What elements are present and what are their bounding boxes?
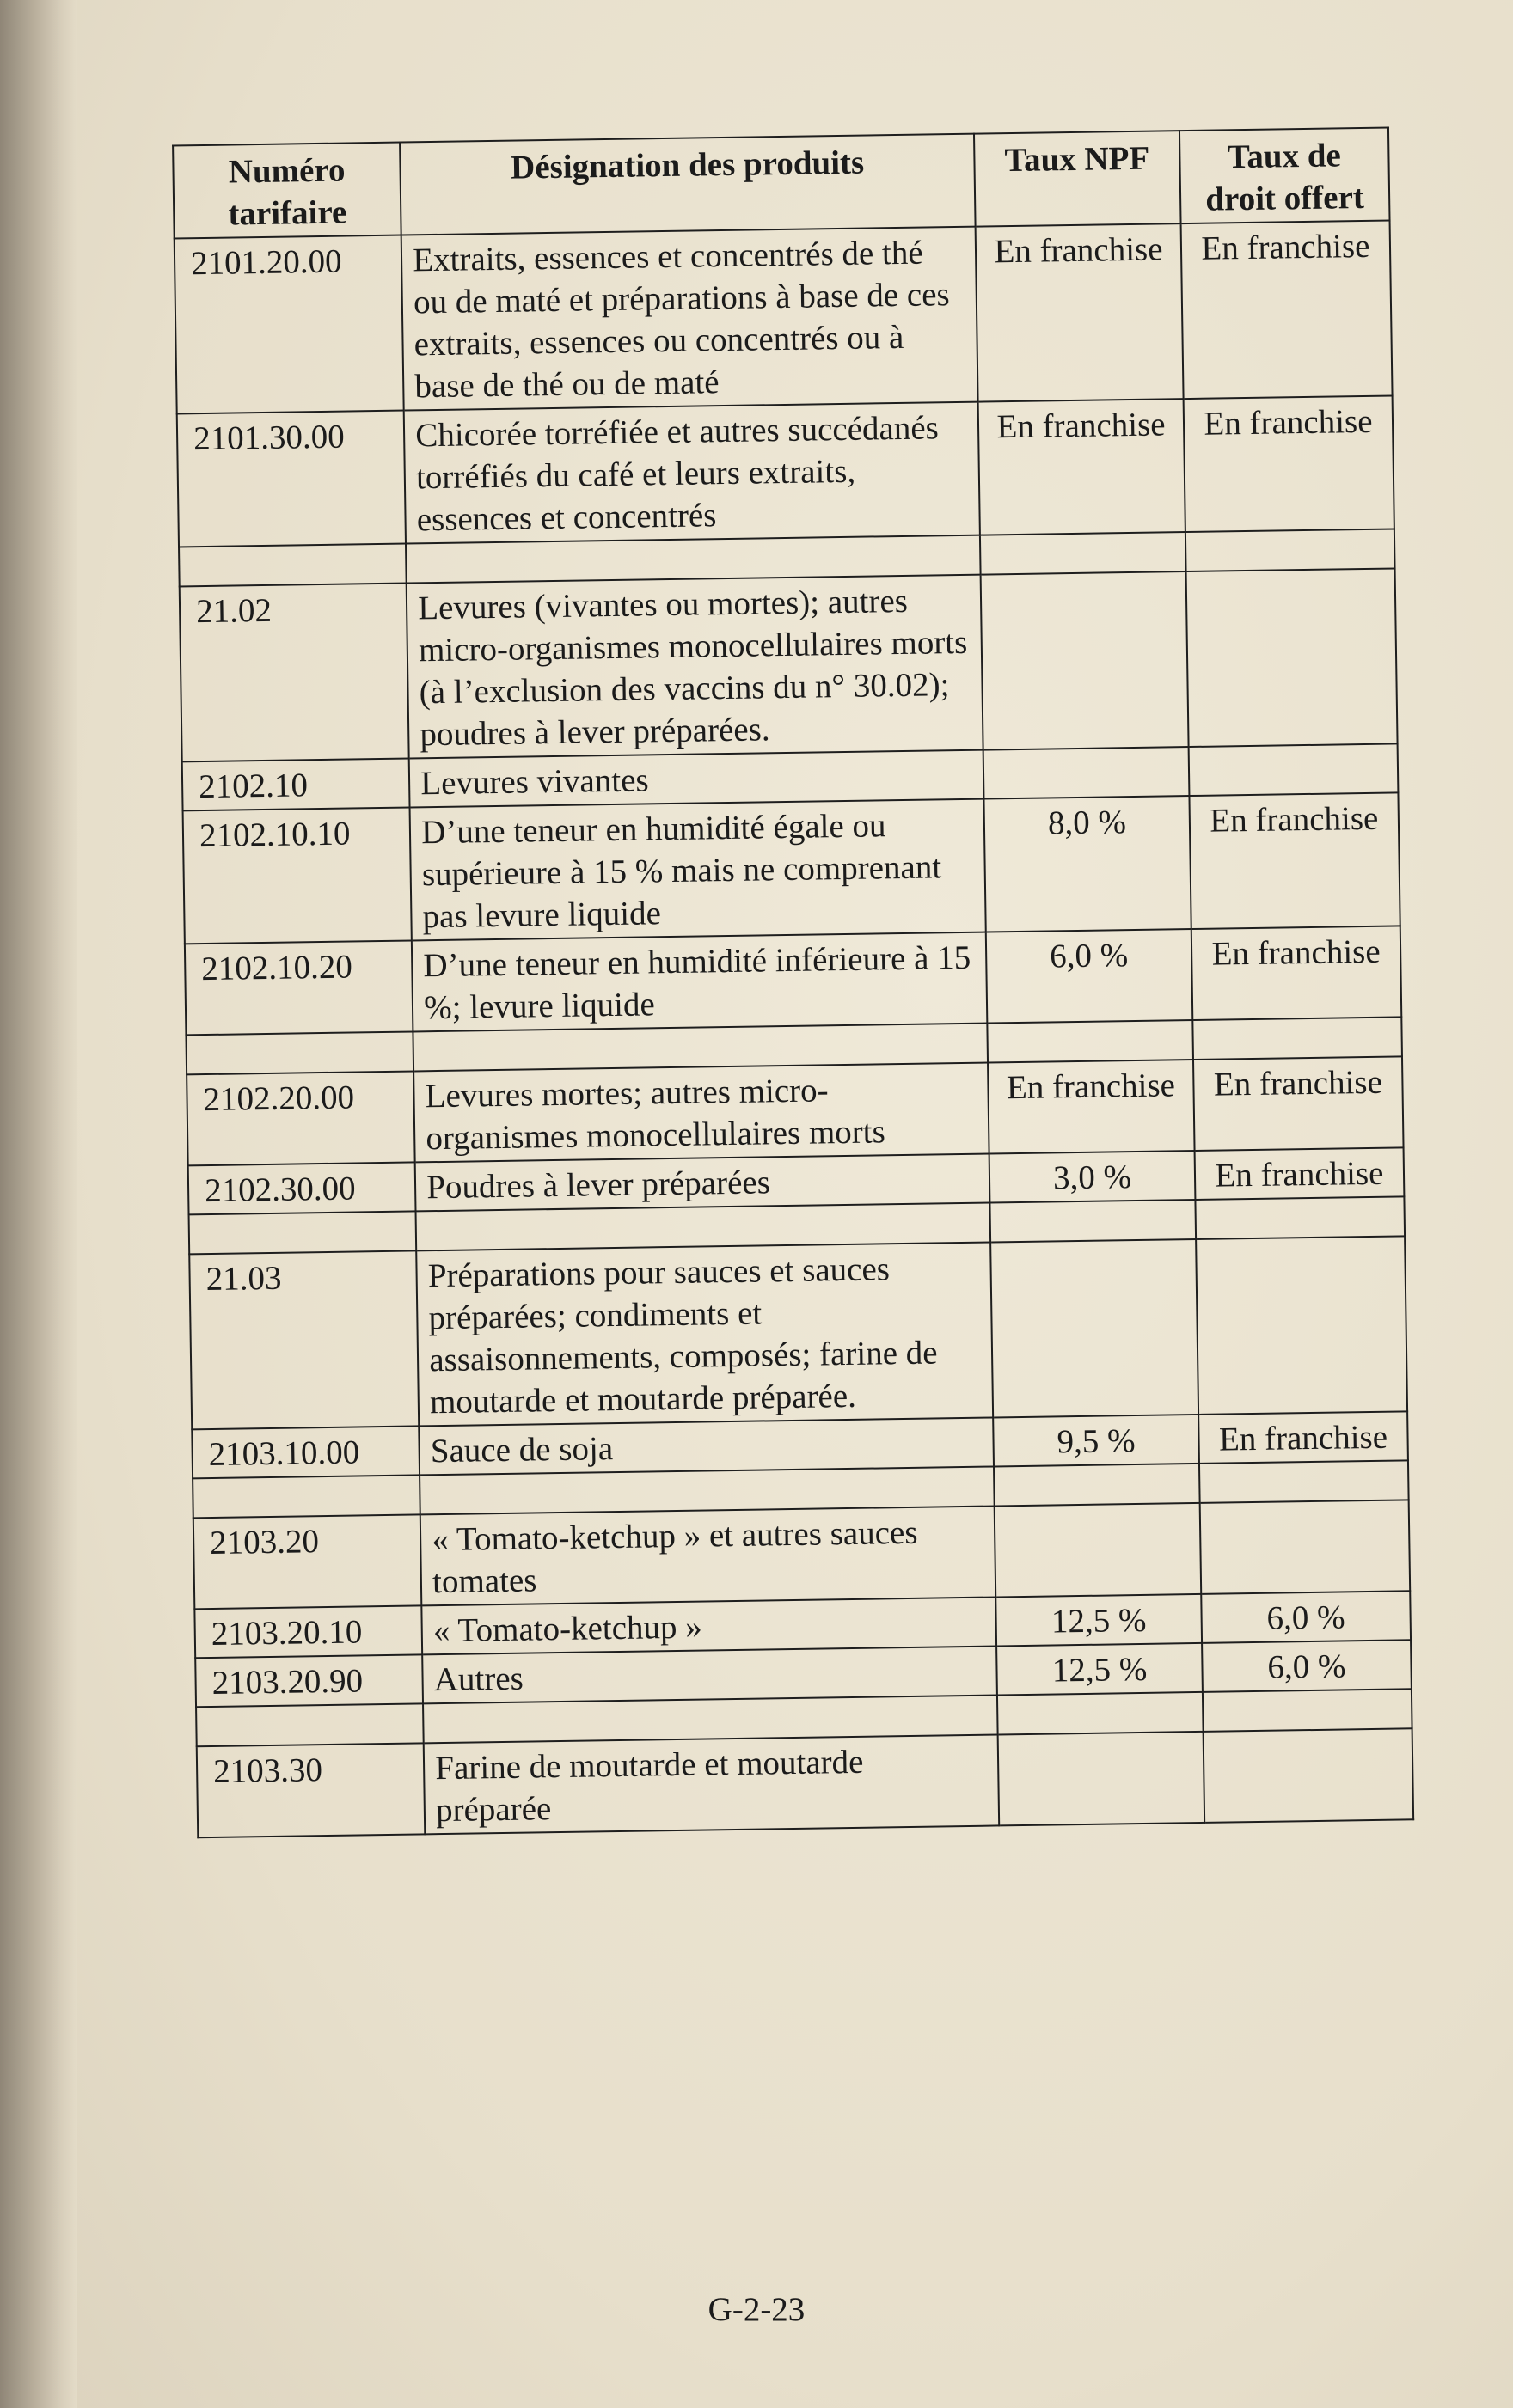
designation-cell: Extraits, essences et concentrés de thé ou de maté et préparations à base de ces extraits, essences ou concentrés ou à base de thé ou de maté (401, 227, 978, 411)
offered-rate-cell (1196, 1236, 1407, 1415)
offered-rate-cell: 6,0 % (1201, 1591, 1411, 1643)
offered-rate-cell: En franchise (1183, 395, 1394, 532)
offered-rate-cell (1189, 743, 1399, 796)
tariff-number-cell: 2102.10.20 (185, 940, 413, 1035)
designation-cell: Levures vivantes (409, 750, 984, 808)
page-number: G-2-23 (707, 2291, 806, 2328)
npf-rate-cell: 12,5 % (996, 1643, 1203, 1696)
npf-rate-cell: 8,0 % (984, 796, 1191, 932)
offered-rate-cell (1200, 1500, 1411, 1594)
offered-rate-cell: En franchise (1180, 220, 1392, 399)
tariff-number-cell: 21.03 (189, 1250, 419, 1429)
npf-rate-cell (983, 747, 1190, 799)
tariff-number-cell: 21.02 (180, 584, 409, 762)
header-offered-rate: Taux de droit offert (1179, 128, 1390, 224)
header-number: Numéro tarifaire (173, 143, 401, 239)
offered-rate-cell (1185, 568, 1397, 747)
spacer-cell (196, 1703, 424, 1746)
table-row (189, 1236, 1407, 1429)
table-row (183, 792, 1400, 944)
npf-rate-cell (981, 571, 1189, 750)
table-row (193, 1500, 1410, 1609)
designation-cell: Levures (vivantes ou mortes); autres micro-organismes monocellulaires morts (à l’exclusion des vaccins du n° 30.02); poudres à lever préparées. (407, 575, 983, 759)
tariff-table-container (172, 126, 1414, 1838)
table-row (187, 1056, 1403, 1165)
designation-cell: Sauce de soja (419, 1417, 994, 1475)
offered-rate-cell: En franchise (1191, 926, 1402, 1020)
designation-cell: Poudres à lever préparées (415, 1154, 990, 1212)
table-row (197, 1728, 1413, 1837)
tariff-number-cell: 2102.20.00 (187, 1071, 415, 1165)
spacer-cell (990, 1200, 1196, 1243)
spacer-cell (1203, 1689, 1412, 1732)
npf-rate-cell: En franchise (978, 399, 1185, 535)
designation-cell: Farine de moutarde et moutarde préparée (424, 1734, 999, 1834)
designation-cell: D’une teneur en humidité inférieure à 15 %; levure liquide (412, 932, 987, 1032)
spacer-cell (1199, 1460, 1409, 1503)
spacer-cell (997, 1692, 1203, 1735)
npf-rate-cell: 3,0 % (989, 1151, 1196, 1203)
tariff-number-cell: 2103.20.90 (195, 1654, 423, 1707)
spacer-cell (193, 1475, 420, 1518)
offered-rate-cell: 6,0 % (1202, 1640, 1412, 1692)
spacer-cell (1192, 1017, 1402, 1060)
spacer-cell (994, 1464, 1199, 1507)
offered-rate-cell: En franchise (1189, 792, 1400, 929)
npf-rate-cell (990, 1239, 1198, 1418)
tariff-table (172, 126, 1414, 1838)
table-row (180, 568, 1398, 761)
npf-rate-cell (995, 1503, 1201, 1598)
npf-rate-cell (998, 1732, 1204, 1826)
spacer-cell (179, 544, 407, 587)
table-row (185, 926, 1401, 1035)
designation-cell: « Tomato-ketchup » (422, 1597, 997, 1654)
designation-cell: « Tomato-ketchup » et autres sauces tomates (420, 1506, 995, 1605)
designation-cell: D’une teneur en humidité égale ou supérieure à 15 % mais ne comprenant pas levure liquide (410, 799, 986, 941)
table-row (177, 395, 1394, 547)
table-body (175, 220, 1413, 1837)
designation-cell: Levures mortes; autres micro-organismes monocellulaires morts (413, 1063, 989, 1163)
npf-rate-cell: 9,5 % (993, 1415, 1199, 1467)
offered-rate-cell: En franchise (1198, 1411, 1408, 1464)
offered-rate-cell: En franchise (1194, 1147, 1404, 1200)
designation-cell: Autres (422, 1646, 997, 1703)
tariff-number-cell: 2103.10.00 (192, 1426, 420, 1478)
spacer-cell (1185, 529, 1395, 571)
offered-rate-cell (1204, 1728, 1414, 1823)
npf-rate-cell: 6,0 % (986, 929, 1192, 1024)
offered-rate-cell: En franchise (1193, 1056, 1404, 1151)
book-spine-shadow (0, 0, 77, 2408)
spacer-cell (189, 1211, 417, 1254)
spacer-cell (1195, 1196, 1405, 1239)
header-npf-rate: Taux NPF (974, 131, 1180, 227)
tariff-number-cell: 2103.20.10 (194, 1605, 422, 1658)
tariff-number-cell: 2102.10 (182, 758, 410, 810)
designation-cell: Chicorée torréfiée et autres succédanés torréfiés du café et leurs extraits, essences et concentrés (404, 402, 980, 544)
table-header-row (173, 128, 1389, 239)
tariff-number-cell: 2101.20.00 (175, 235, 404, 414)
tariff-number-cell: 2102.10.10 (183, 807, 412, 944)
tariff-number-cell: 2103.30 (197, 1743, 426, 1837)
tariff-number-cell: 2102.30.00 (188, 1162, 416, 1214)
spacer-cell (186, 1031, 413, 1074)
header-designation: Désignation des produits (400, 134, 975, 235)
npf-rate-cell: 12,5 % (995, 1594, 1202, 1647)
npf-rate-cell: En franchise (976, 223, 1184, 402)
spacer-cell (980, 532, 1185, 575)
tariff-number-cell: 2101.30.00 (177, 411, 406, 547)
tariff-number-cell: 2103.20 (193, 1514, 422, 1609)
npf-rate-cell: En franchise (988, 1060, 1194, 1154)
spacer-cell (987, 1020, 1192, 1063)
table-row (175, 220, 1393, 413)
designation-cell: Préparations pour sauces et sauces préparées; condiments et assaisonnements, composés; farine de moutarde et moutarde préparée. (416, 1243, 993, 1427)
